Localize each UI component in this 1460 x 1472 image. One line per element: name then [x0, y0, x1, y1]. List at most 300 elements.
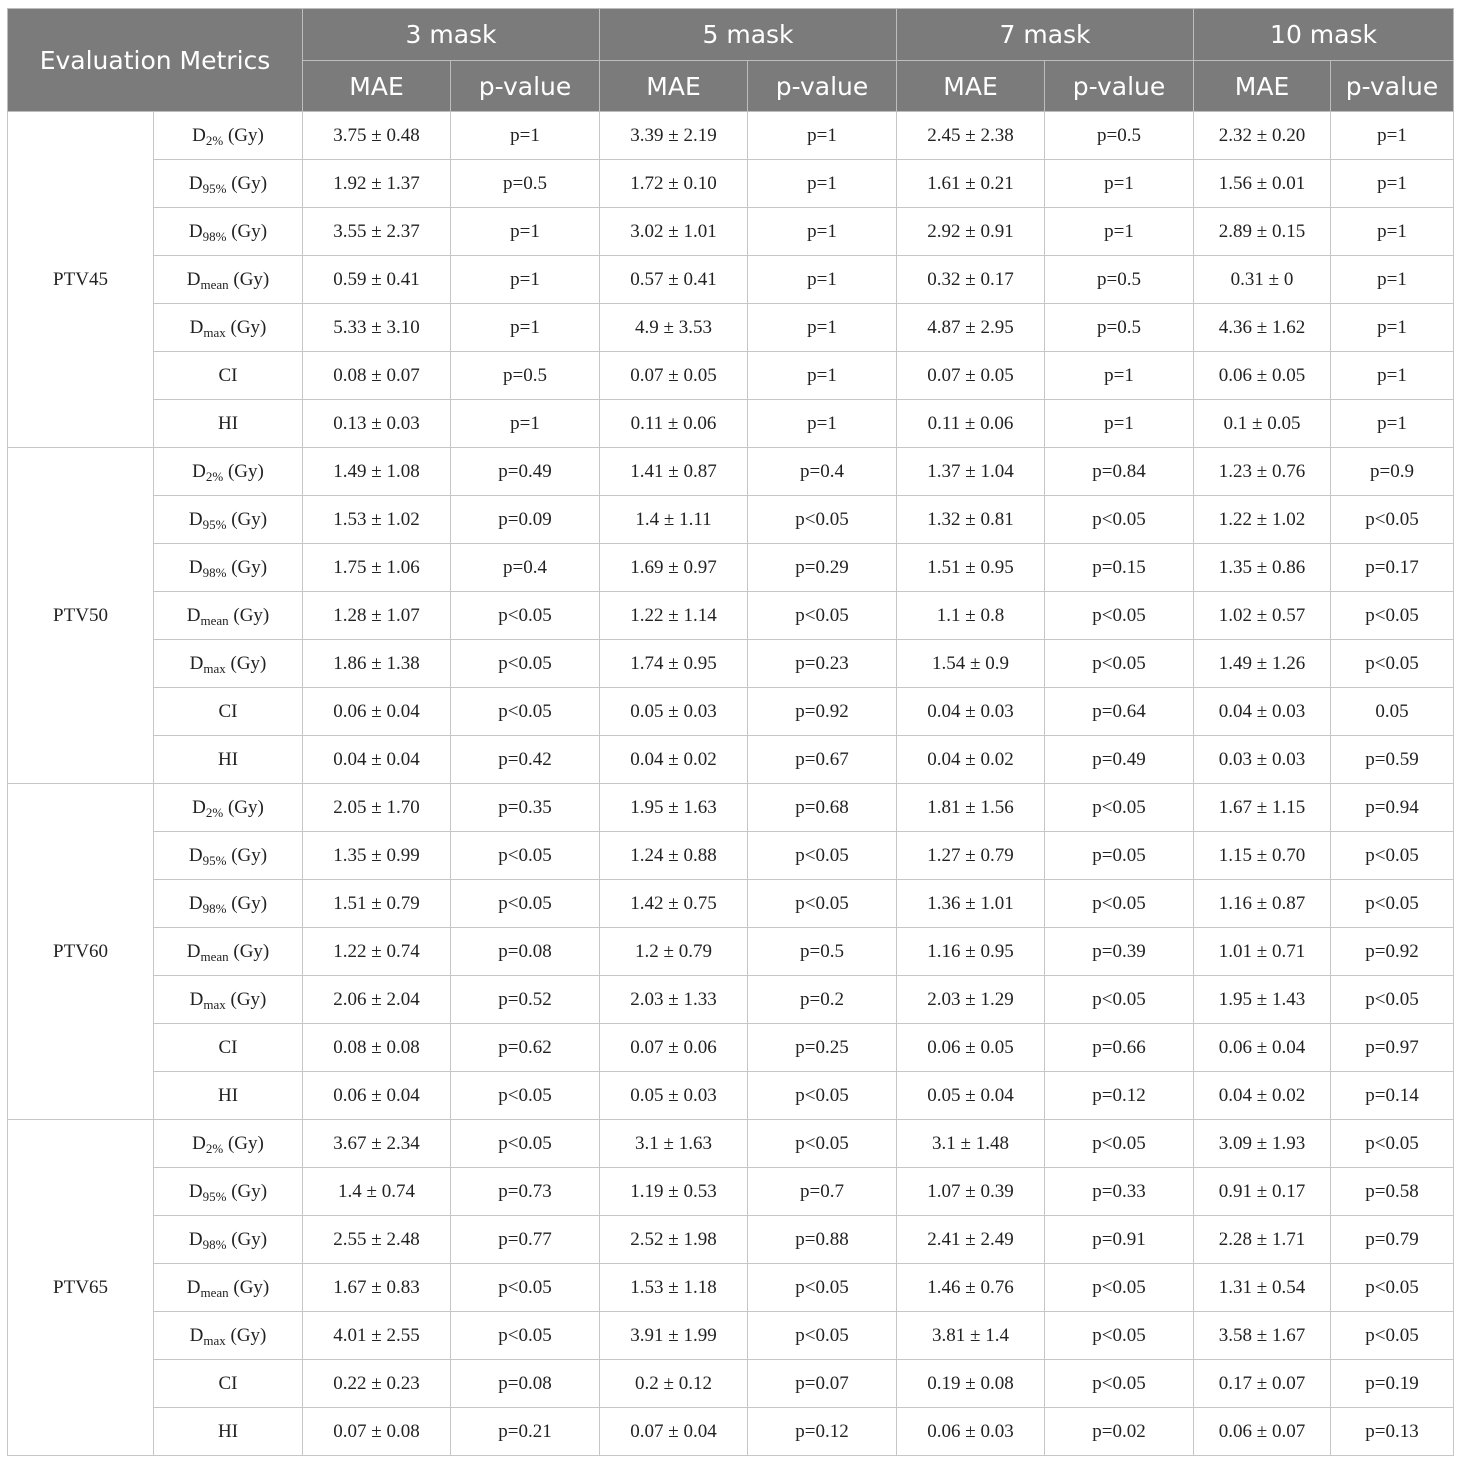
metric-subscript: max	[203, 324, 226, 340]
metric-unit: (Gy)	[228, 268, 270, 290]
p-value-cell: p<0.05	[451, 592, 600, 640]
metric-label	[154, 208, 303, 256]
p-value-cell: p<0.05	[748, 880, 897, 928]
p-value-cell: p=0.23	[748, 640, 897, 688]
metric-label	[154, 1120, 303, 1168]
p-value-cell: p=0.79	[1331, 1216, 1454, 1264]
metric-subscript: 2%	[205, 132, 224, 148]
metric-base: D	[192, 1132, 206, 1154]
table-row	[8, 1264, 1454, 1312]
metric-base: D	[188, 1180, 203, 1202]
mae-cell: 0.22 ± 0.23	[303, 1360, 451, 1408]
metric-label	[154, 1216, 303, 1264]
metric-label	[154, 544, 303, 592]
p-value-cell: p<0.05	[748, 1072, 897, 1120]
mae-cell: 3.55 ± 2.37	[303, 208, 451, 256]
table-row	[8, 784, 1454, 832]
mae-cell: 0.08 ± 0.08	[303, 1024, 451, 1072]
metric-base: D	[188, 172, 203, 194]
table-row	[8, 208, 1454, 256]
p-value-cell: p=0.92	[1331, 928, 1454, 976]
p-value-cell: p=0.59	[1331, 736, 1454, 784]
p-value-cell: p=0.67	[748, 736, 897, 784]
metric-subscript: 98%	[202, 900, 227, 916]
mae-cell: 0.04 ± 0.02	[1194, 1072, 1331, 1120]
mae-cell: 0.31 ± 0	[1194, 256, 1331, 304]
p-value-cell: p=1	[451, 256, 600, 304]
metric-label	[154, 736, 303, 784]
group-label: PTV65	[8, 1120, 154, 1456]
mae-cell: 1.07 ± 0.39	[897, 1168, 1045, 1216]
mae-cell: 1.31 ± 0.54	[1194, 1264, 1331, 1312]
metric-subscript: 98%	[202, 228, 227, 244]
metric-subscript: 95%	[202, 180, 227, 196]
header-p-value: p-value	[1045, 61, 1194, 112]
group-label: PTV50	[8, 448, 154, 784]
mae-cell: 0.11 ± 0.06	[600, 400, 748, 448]
header-mae: MAE	[897, 61, 1045, 112]
table-row	[8, 1024, 1454, 1072]
p-value-cell: p=0.05	[1045, 832, 1194, 880]
metric-base: HI	[217, 1420, 239, 1442]
p-value-cell: p=0.4	[451, 544, 600, 592]
mae-cell: 1.51 ± 0.95	[897, 544, 1045, 592]
p-value-cell: p=0.02	[1045, 1408, 1194, 1456]
metric-base: D	[188, 892, 203, 914]
p-value-cell: p=0.35	[451, 784, 600, 832]
header-p-value: p-value	[1331, 61, 1454, 112]
p-value-cell: p=0.9	[1331, 448, 1454, 496]
mae-cell: 1.37 ± 1.04	[897, 448, 1045, 496]
table-row	[8, 592, 1454, 640]
metric-unit: (Gy)	[226, 844, 268, 866]
mae-cell: 0.07 ± 0.05	[897, 352, 1045, 400]
p-value-cell: p<0.05	[451, 688, 600, 736]
mae-cell: 0.06 ± 0.07	[1194, 1408, 1331, 1456]
mae-cell: 1.56 ± 0.01	[1194, 160, 1331, 208]
p-value-cell: p=0.5	[451, 352, 600, 400]
mae-cell: 0.07 ± 0.05	[600, 352, 748, 400]
p-value-cell: p=0.5	[748, 928, 897, 976]
mae-cell: 1.95 ± 1.43	[1194, 976, 1331, 1024]
mae-cell: 0.1 ± 0.05	[1194, 400, 1331, 448]
mae-cell: 0.04 ± 0.04	[303, 736, 451, 784]
header-mae: MAE	[1194, 61, 1331, 112]
p-value-cell: p=0.52	[451, 976, 600, 1024]
metric-subscript: max	[203, 996, 226, 1012]
metric-unit: (Gy)	[226, 172, 268, 194]
metric-base: D	[188, 844, 203, 866]
metric-label	[154, 1024, 303, 1072]
p-value-cell: p=0.66	[1045, 1024, 1194, 1072]
metric-base: HI	[217, 748, 239, 770]
metric-unit: (Gy)	[225, 988, 267, 1010]
p-value-cell: p=1	[1045, 400, 1194, 448]
table-row	[8, 880, 1454, 928]
metric-label	[154, 928, 303, 976]
header-mae: MAE	[303, 61, 451, 112]
group-label: PTV45	[8, 112, 154, 448]
mae-cell: 3.1 ± 1.63	[600, 1120, 748, 1168]
p-value-cell: p=0.62	[451, 1024, 600, 1072]
table-row	[8, 1120, 1454, 1168]
table-row	[8, 1072, 1454, 1120]
p-value-cell: p<0.05	[1045, 1360, 1194, 1408]
p-value-cell: p=1	[451, 400, 600, 448]
p-value-cell: p<0.05	[451, 640, 600, 688]
p-value-cell: p=1	[1331, 400, 1454, 448]
mae-cell: 3.39 ± 2.19	[600, 112, 748, 160]
mae-cell: 2.89 ± 0.15	[1194, 208, 1331, 256]
metric-base: CI	[218, 700, 238, 722]
p-value-cell: p=0.5	[1045, 304, 1194, 352]
p-value-cell: p=0.49	[451, 448, 600, 496]
mae-cell: 2.41 ± 2.49	[897, 1216, 1045, 1264]
metric-label	[154, 304, 303, 352]
metric-base: HI	[217, 1084, 239, 1106]
header-p-value: p-value	[748, 61, 897, 112]
metric-subscript: max	[203, 1332, 226, 1348]
mae-cell: 0.04 ± 0.03	[1194, 688, 1331, 736]
p-value-cell: p<0.05	[451, 1264, 600, 1312]
mae-cell: 0.57 ± 0.41	[600, 256, 748, 304]
mae-cell: 0.59 ± 0.41	[303, 256, 451, 304]
metric-label	[154, 640, 303, 688]
p-value-cell: p<0.05	[748, 1264, 897, 1312]
p-value-cell: p<0.05	[1331, 1312, 1454, 1360]
p-value-cell: p<0.05	[1045, 1312, 1194, 1360]
mae-cell: 1.35 ± 0.86	[1194, 544, 1331, 592]
mae-cell: 5.33 ± 3.10	[303, 304, 451, 352]
p-value-cell: p=1	[748, 208, 897, 256]
metric-subscript: 95%	[202, 852, 227, 868]
mae-cell: 1.19 ± 0.53	[600, 1168, 748, 1216]
mae-cell: 0.06 ± 0.05	[1194, 352, 1331, 400]
mae-cell: 1.22 ± 1.14	[600, 592, 748, 640]
mae-cell: 0.06 ± 0.04	[303, 1072, 451, 1120]
table-row	[8, 160, 1454, 208]
metric-subscript: 95%	[202, 516, 227, 532]
p-value-cell: p=1	[1331, 352, 1454, 400]
table-row	[8, 1312, 1454, 1360]
mae-cell: 3.1 ± 1.48	[897, 1120, 1045, 1168]
metric-unit: (Gy)	[226, 1228, 268, 1250]
p-value-cell: p<0.05	[748, 832, 897, 880]
mae-cell: 1.01 ± 0.71	[1194, 928, 1331, 976]
mae-cell: 1.02 ± 0.57	[1194, 592, 1331, 640]
mae-cell: 1.41 ± 0.87	[600, 448, 748, 496]
metric-unit: (Gy)	[228, 1276, 270, 1298]
metric-label	[154, 1264, 303, 1312]
mae-cell: 2.28 ± 1.71	[1194, 1216, 1331, 1264]
mae-cell: 1.74 ± 0.95	[600, 640, 748, 688]
p-value-cell: p=1	[748, 160, 897, 208]
metric-unit: (Gy)	[228, 604, 270, 626]
metric-unit: (Gy)	[223, 1132, 264, 1154]
header-mae: MAE	[600, 61, 748, 112]
mae-cell: 0.13 ± 0.03	[303, 400, 451, 448]
p-value-cell: p<0.05	[451, 1312, 600, 1360]
p-value-cell: p<0.05	[1331, 976, 1454, 1024]
metric-base: D	[188, 508, 203, 530]
metric-subscript: 95%	[202, 1188, 227, 1204]
mae-cell: 3.67 ± 2.34	[303, 1120, 451, 1168]
metric-label	[154, 1072, 303, 1120]
header-p-value: p-value	[451, 61, 600, 112]
metric-base: D	[186, 604, 201, 626]
mae-cell: 1.61 ± 0.21	[897, 160, 1045, 208]
p-value-cell: p=1	[748, 256, 897, 304]
table-row	[8, 1216, 1454, 1264]
metric-subscript: 98%	[202, 564, 227, 580]
metric-subscript: mean	[200, 948, 229, 964]
p-value-cell: p=0.77	[451, 1216, 600, 1264]
mae-cell: 1.53 ± 1.18	[600, 1264, 748, 1312]
p-value-cell: p<0.05	[748, 592, 897, 640]
p-value-cell: p=0.68	[748, 784, 897, 832]
metric-label	[154, 256, 303, 304]
mae-cell: 1.72 ± 0.10	[600, 160, 748, 208]
p-value-cell: p<0.05	[748, 1312, 897, 1360]
p-value-cell: p=0.25	[748, 1024, 897, 1072]
header-group-3-mask: 3 mask	[303, 9, 600, 61]
p-value-cell: p=1	[1045, 160, 1194, 208]
p-value-cell: p<0.05	[1331, 1120, 1454, 1168]
mae-cell: 0.91 ± 0.17	[1194, 1168, 1331, 1216]
mae-cell: 0.17 ± 0.07	[1194, 1360, 1331, 1408]
p-value-cell: p=1	[748, 352, 897, 400]
mae-cell: 1.27 ± 0.79	[897, 832, 1045, 880]
metric-base: D	[189, 316, 204, 338]
metric-subscript: 98%	[202, 1236, 227, 1252]
mae-cell: 4.9 ± 3.53	[600, 304, 748, 352]
metric-base: CI	[218, 1372, 238, 1394]
mae-cell: 1.95 ± 1.63	[600, 784, 748, 832]
metric-unit: (Gy)	[225, 316, 267, 338]
mae-cell: 1.67 ± 1.15	[1194, 784, 1331, 832]
metric-unit: (Gy)	[226, 1180, 268, 1202]
table-row	[8, 352, 1454, 400]
p-value-cell: p=1	[1045, 208, 1194, 256]
p-value-cell: p=0.94	[1331, 784, 1454, 832]
metric-label	[154, 1408, 303, 1456]
p-value-cell: p=1	[1331, 112, 1454, 160]
mae-cell: 1.86 ± 1.38	[303, 640, 451, 688]
p-value-cell: p=0.29	[748, 544, 897, 592]
table-row	[8, 304, 1454, 352]
table-row	[8, 928, 1454, 976]
mae-cell: 0.32 ± 0.17	[897, 256, 1045, 304]
mae-cell: 2.55 ± 2.48	[303, 1216, 451, 1264]
mae-cell: 0.07 ± 0.06	[600, 1024, 748, 1072]
metric-unit: (Gy)	[223, 460, 264, 482]
p-value-cell: p=1	[1331, 208, 1454, 256]
p-value-cell: p<0.05	[748, 1120, 897, 1168]
mae-cell: 1.2 ± 0.79	[600, 928, 748, 976]
mae-cell: 0.2 ± 0.12	[600, 1360, 748, 1408]
metric-unit: (Gy)	[223, 796, 264, 818]
p-value-cell: p<0.05	[1045, 784, 1194, 832]
p-value-cell: p<0.05	[451, 832, 600, 880]
p-value-cell: p<0.05	[451, 1120, 600, 1168]
mae-cell: 1.4 ± 1.11	[600, 496, 748, 544]
mae-cell: 0.06 ± 0.04	[1194, 1024, 1331, 1072]
mae-cell: 0.05 ± 0.03	[600, 1072, 748, 1120]
p-value-cell: p<0.05	[1331, 496, 1454, 544]
metric-base: D	[192, 124, 206, 146]
mae-cell: 1.53 ± 1.02	[303, 496, 451, 544]
mae-cell: 0.06 ± 0.03	[897, 1408, 1045, 1456]
mae-cell: 3.09 ± 1.93	[1194, 1120, 1331, 1168]
p-value-cell: p<0.05	[1045, 640, 1194, 688]
metric-label	[154, 160, 303, 208]
mae-cell: 4.01 ± 2.55	[303, 1312, 451, 1360]
metric-subscript: mean	[200, 612, 229, 628]
p-value-cell: p=0.15	[1045, 544, 1194, 592]
header-group-7-mask: 7 mask	[897, 9, 1194, 61]
mae-cell: 1.92 ± 1.37	[303, 160, 451, 208]
table-row	[8, 976, 1454, 1024]
metric-base: HI	[217, 412, 239, 434]
mae-cell: 1.49 ± 1.08	[303, 448, 451, 496]
mae-cell: 3.02 ± 1.01	[600, 208, 748, 256]
mae-cell: 1.22 ± 1.02	[1194, 496, 1331, 544]
metric-label	[154, 832, 303, 880]
mae-cell: 2.45 ± 2.38	[897, 112, 1045, 160]
p-value-cell: p=1	[1045, 352, 1194, 400]
p-value-cell: p=0.33	[1045, 1168, 1194, 1216]
mae-cell: 0.08 ± 0.07	[303, 352, 451, 400]
metric-base: D	[192, 460, 206, 482]
mae-cell: 0.03 ± 0.03	[1194, 736, 1331, 784]
mae-cell: 1.4 ± 0.74	[303, 1168, 451, 1216]
p-value-cell: p=0.17	[1331, 544, 1454, 592]
p-value-cell: p=0.4	[748, 448, 897, 496]
p-value-cell: p=0.49	[1045, 736, 1194, 784]
table-row	[8, 688, 1454, 736]
metric-label	[154, 112, 303, 160]
metric-label	[154, 880, 303, 928]
mae-cell: 0.04 ± 0.02	[600, 736, 748, 784]
p-value-cell: p=0.14	[1331, 1072, 1454, 1120]
p-value-cell: p<0.05	[451, 880, 600, 928]
mae-cell: 4.36 ± 1.62	[1194, 304, 1331, 352]
mae-cell: 3.81 ± 1.4	[897, 1312, 1045, 1360]
mae-cell: 0.04 ± 0.02	[897, 736, 1045, 784]
mae-cell: 1.23 ± 0.76	[1194, 448, 1331, 496]
mae-cell: 1.81 ± 1.56	[897, 784, 1045, 832]
p-value-cell: p<0.05	[1045, 976, 1194, 1024]
metric-unit: (Gy)	[228, 940, 270, 962]
metric-label	[154, 1360, 303, 1408]
metric-unit: (Gy)	[226, 556, 268, 578]
mae-cell: 0.05 ± 0.03	[600, 688, 748, 736]
mae-cell: 0.06 ± 0.05	[897, 1024, 1045, 1072]
p-value-cell: p=0.39	[1045, 928, 1194, 976]
mae-cell: 1.36 ± 1.01	[897, 880, 1045, 928]
metric-unit: (Gy)	[226, 892, 268, 914]
table-row	[8, 112, 1454, 160]
table-row	[8, 1360, 1454, 1408]
table-row	[8, 544, 1454, 592]
mae-cell: 0.07 ± 0.04	[600, 1408, 748, 1456]
p-value-cell: p<0.05	[451, 1072, 600, 1120]
p-value-cell: p=0.07	[748, 1360, 897, 1408]
p-value-cell: p=0.19	[1331, 1360, 1454, 1408]
metric-base: D	[188, 556, 203, 578]
p-value-cell: p<0.05	[1045, 496, 1194, 544]
table-row	[8, 832, 1454, 880]
table-row	[8, 496, 1454, 544]
p-value-cell: p=1	[748, 400, 897, 448]
metric-subscript: 2%	[205, 804, 224, 820]
p-value-cell: p=0.84	[1045, 448, 1194, 496]
mae-cell: 1.75 ± 1.06	[303, 544, 451, 592]
mae-cell: 1.16 ± 0.87	[1194, 880, 1331, 928]
p-value-cell: p=0.21	[451, 1408, 600, 1456]
mae-cell: 4.87 ± 2.95	[897, 304, 1045, 352]
metric-label	[154, 1312, 303, 1360]
metric-subscript: 2%	[205, 468, 224, 484]
p-value-cell: p=0.12	[748, 1408, 897, 1456]
mae-cell: 1.69 ± 0.97	[600, 544, 748, 592]
mae-cell: 1.67 ± 0.83	[303, 1264, 451, 1312]
table-row	[8, 448, 1454, 496]
p-value-cell: p<0.05	[748, 496, 897, 544]
metric-base: D	[189, 988, 204, 1010]
metric-unit: (Gy)	[223, 124, 264, 146]
metric-base: D	[192, 796, 206, 818]
mae-cell: 1.54 ± 0.9	[897, 640, 1045, 688]
mae-cell: 0.06 ± 0.04	[303, 688, 451, 736]
mae-cell: 0.11 ± 0.06	[897, 400, 1045, 448]
p-value-cell: p=1	[1331, 160, 1454, 208]
metric-base: D	[188, 1228, 203, 1250]
mae-cell: 2.03 ± 1.33	[600, 976, 748, 1024]
p-value-cell: p<0.05	[1331, 1264, 1454, 1312]
metric-unit: (Gy)	[226, 220, 268, 242]
p-value-cell: p<0.05	[1045, 1120, 1194, 1168]
p-value-cell: p<0.05	[1045, 880, 1194, 928]
p-value-cell: p=0.91	[1045, 1216, 1194, 1264]
metric-unit: (Gy)	[226, 508, 268, 530]
metric-base: D	[188, 220, 203, 242]
p-value-cell: p=0.08	[451, 928, 600, 976]
p-value-cell: p=1	[1331, 304, 1454, 352]
p-value-cell: p=0.88	[748, 1216, 897, 1264]
p-value-cell: p<0.05	[1331, 640, 1454, 688]
p-value-cell: p=0.12	[1045, 1072, 1194, 1120]
metric-unit: (Gy)	[225, 1324, 267, 1346]
mae-cell: 0.05 ± 0.04	[897, 1072, 1045, 1120]
p-value-cell: p=1	[451, 208, 600, 256]
metric-base: D	[186, 1276, 201, 1298]
mae-cell: 3.91 ± 1.99	[600, 1312, 748, 1360]
mae-cell: 3.75 ± 0.48	[303, 112, 451, 160]
p-value-cell: p=0.7	[748, 1168, 897, 1216]
metric-label	[154, 496, 303, 544]
p-value-cell: p=0.08	[451, 1360, 600, 1408]
p-value-cell: p<0.05	[1331, 592, 1454, 640]
p-value-cell: 0.05	[1331, 688, 1454, 736]
header-group-5-mask: 5 mask	[600, 9, 897, 61]
p-value-cell: p<0.05	[1331, 880, 1454, 928]
mae-cell: 1.22 ± 0.74	[303, 928, 451, 976]
metric-label	[154, 352, 303, 400]
p-value-cell: p=0.2	[748, 976, 897, 1024]
results-table	[7, 8, 1454, 1456]
metric-label	[154, 784, 303, 832]
